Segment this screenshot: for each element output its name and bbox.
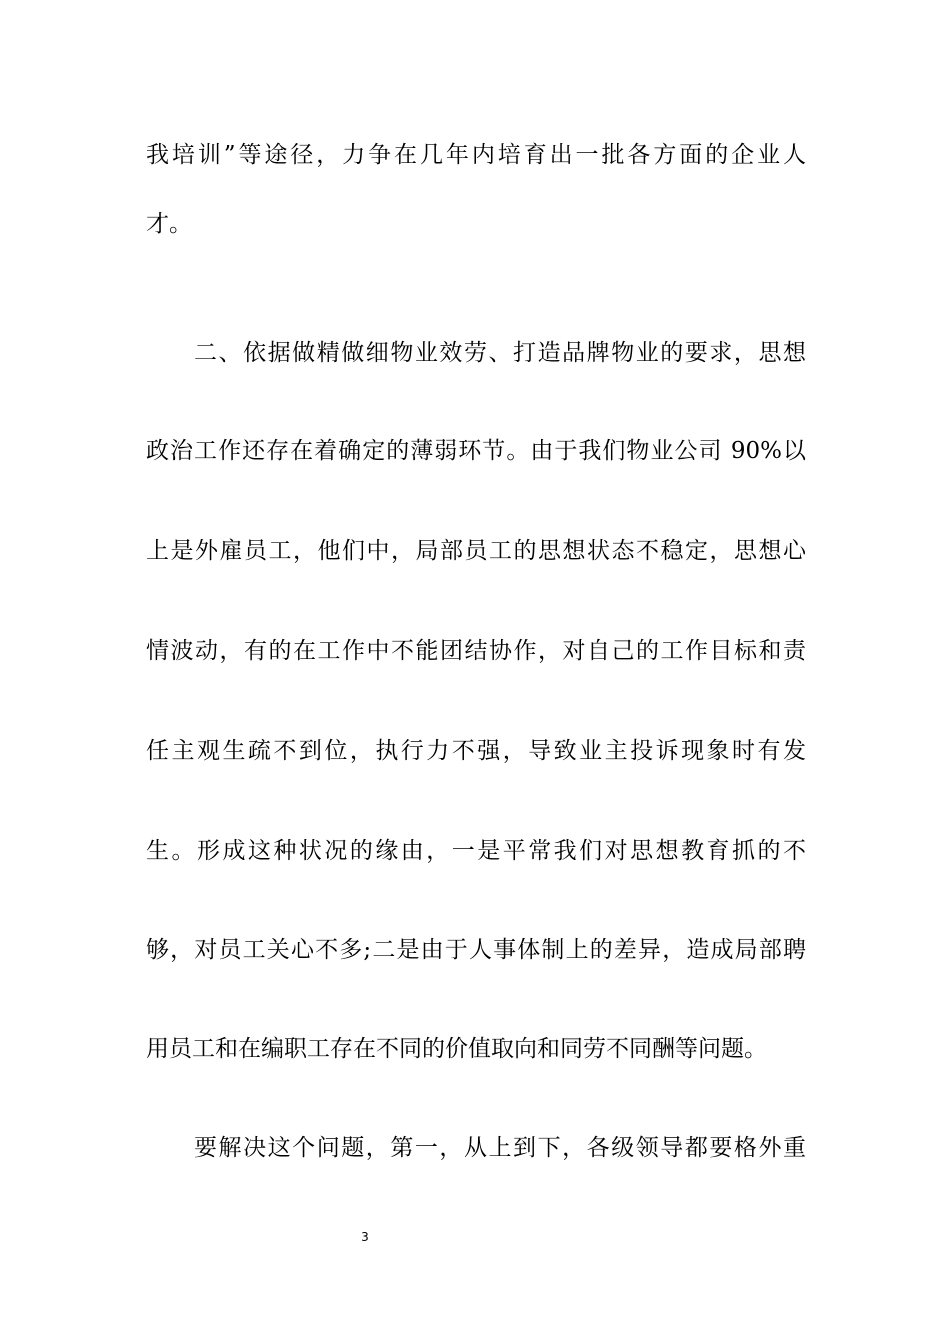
paragraph-line: 生。形成这种状况的缘由，一是平常我们对思想教育抓的不 xyxy=(146,838,806,864)
paragraph-line: 情波动，有的在工作中不能团结协作，对自己的工作目标和责 xyxy=(146,638,806,664)
page-number: 3 xyxy=(361,1230,369,1244)
paragraph-line: 我培训”等途径，力争在几年内培育出一批各方面的企业人 xyxy=(146,142,806,168)
paragraph-line: 要解决这个问题，第一，从上到下，各级领导都要格外重 xyxy=(194,1135,806,1161)
paragraph-line: 上是外雇员工，他们中，局部员工的思想状态不稳定，思想心 xyxy=(146,538,806,564)
paragraph-line: 够，对员工关心不多;二是由于人事体制上的差异，造成局部聘 xyxy=(146,937,806,963)
paragraph-line: 政治工作还存在着确定的薄弱环节。由于我们物业公司 90%以 xyxy=(146,438,806,464)
paragraph-line: 用员工和在编职工存在不同的价值取向和同劳不同酬等问题。 xyxy=(146,1036,767,1062)
paragraph-line: 任主观生疏不到位，执行力不强，导致业主投诉现象时有发 xyxy=(146,738,806,764)
paragraph-line: 二、依据做精做细物业效劳、打造品牌物业的要求，思想 xyxy=(194,340,806,366)
paragraph-line: 才。 xyxy=(146,211,192,237)
